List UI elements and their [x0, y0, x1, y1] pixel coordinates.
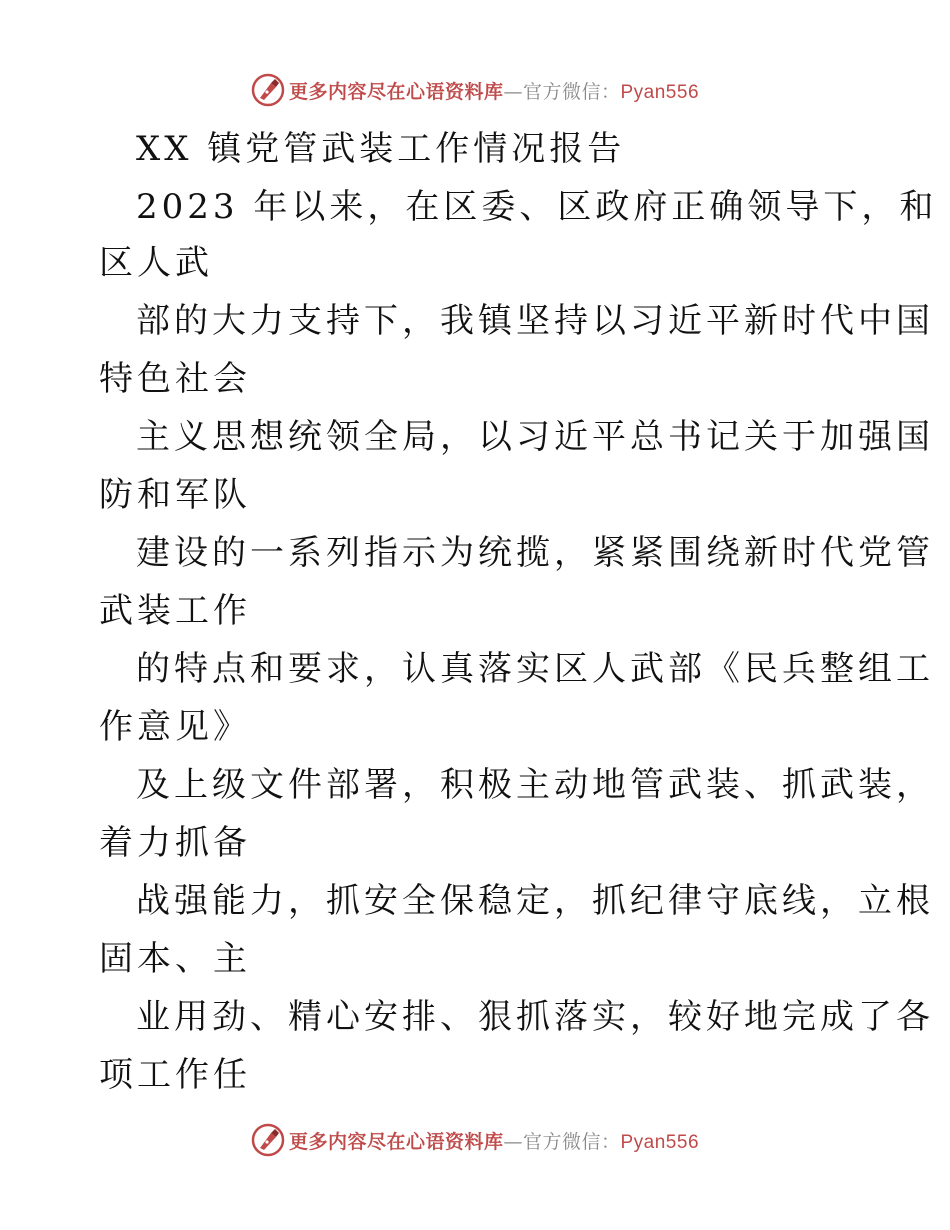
- body-line: 建设的一系列指示为统揽，紧紧围绕新时代党管: [136, 533, 934, 573]
- watermark-text: [289, 77, 699, 104]
- body-line: 固本、主: [99, 939, 251, 979]
- watermark-wechat-label: 官方微信：: [522, 1130, 621, 1153]
- body-line: 业用劲、精心安排、狠抓落实，较好地完成了各: [136, 997, 934, 1037]
- footer-watermark: [0, 1120, 950, 1160]
- body-line: 部的大力支持下，我镇坚持以习近平新时代中国: [136, 301, 934, 341]
- watermark-brand: 更多内容尽在心语资料库: [288, 1130, 504, 1153]
- watermark-text: [289, 1127, 699, 1154]
- document-title: XX 镇党管武装工作情况报告: [136, 129, 626, 169]
- watermark-dash: —: [503, 1130, 523, 1153]
- watermark-dash: —: [503, 80, 523, 103]
- body-line: 主义思想统领全局，以习近平总书记关于加强国: [136, 417, 934, 457]
- watermark-wechat-id: Pyan556: [620, 1131, 700, 1153]
- header-watermark: [0, 70, 950, 110]
- pen-nib-icon: [251, 1123, 285, 1157]
- body-line: 及上级文件部署，积极主动地管武装、抓武装，: [136, 765, 934, 805]
- body-line: 的特点和要求，认真落实区人武部《民兵整组工: [136, 649, 934, 689]
- watermark-wechat-id: Pyan556: [620, 81, 700, 103]
- body-line: 着力抓备: [99, 823, 251, 863]
- body-line: 防和军队: [99, 475, 251, 515]
- watermark-wechat-label: 官方微信：: [522, 80, 621, 103]
- watermark-brand: 更多内容尽在心语资料库: [288, 80, 504, 103]
- pen-nib-icon: [251, 73, 285, 107]
- body-line: 战强能力，抓安全保稳定，抓纪律守底线，立根: [136, 881, 934, 921]
- body-line: 区人武: [99, 243, 213, 283]
- body-line: 2023 年以来，在区委、区政府正确领导下，和: [136, 187, 938, 227]
- body-line: 作意见》: [99, 707, 251, 747]
- body-line: 特色社会: [99, 359, 251, 399]
- body-line: 项工作任: [99, 1055, 251, 1095]
- body-line: 武装工作: [99, 591, 251, 631]
